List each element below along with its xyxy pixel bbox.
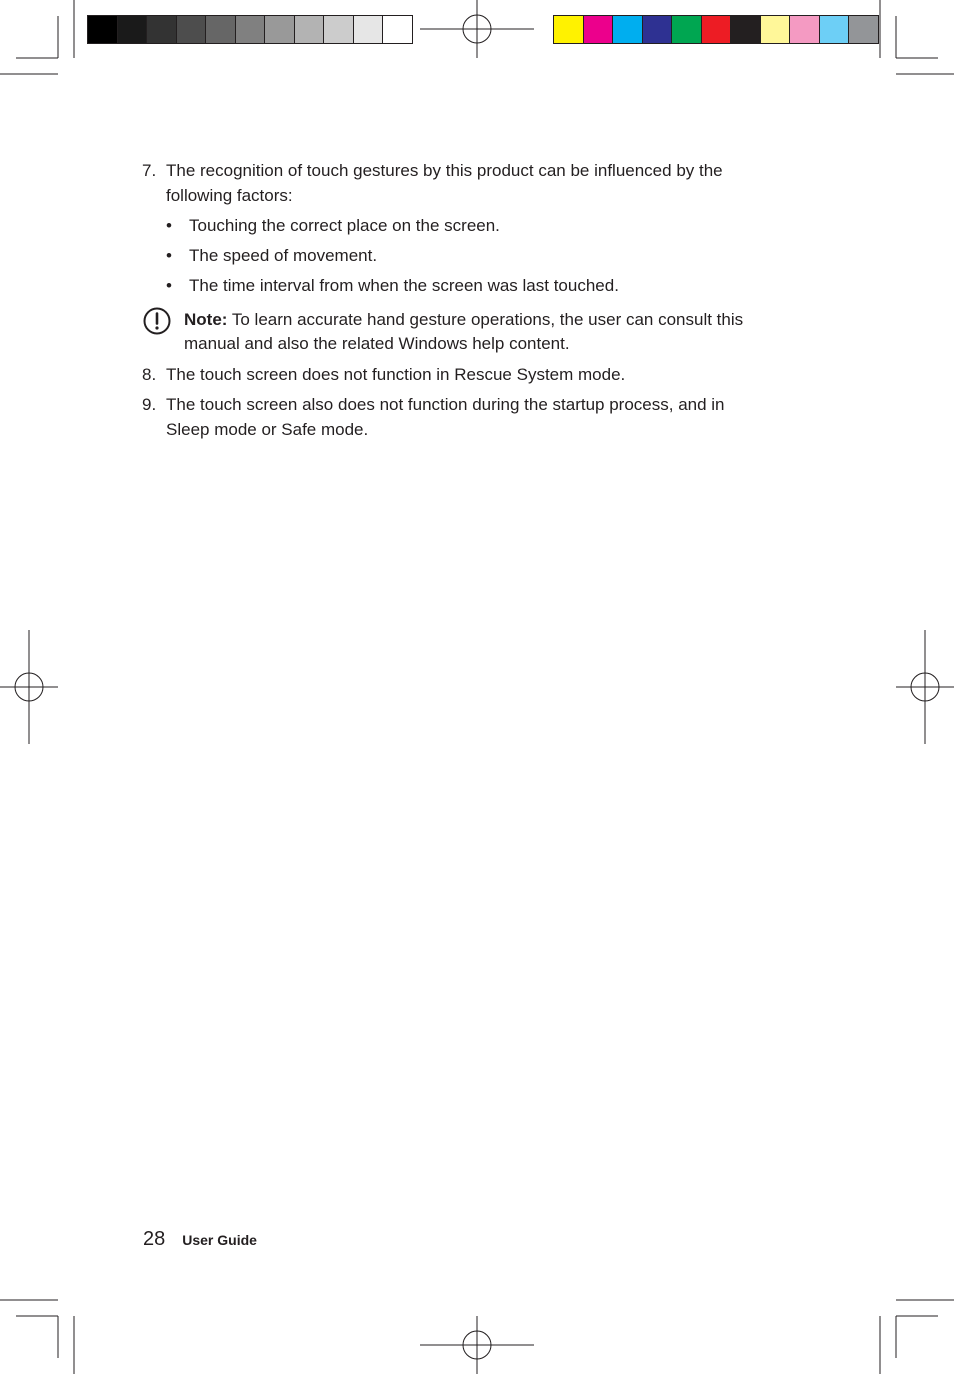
color-swatch xyxy=(789,16,819,43)
color-swatch xyxy=(264,16,294,43)
note-label: Note: xyxy=(184,310,228,329)
color-swatch xyxy=(146,16,176,43)
note-block xyxy=(142,308,802,356)
color-swatch xyxy=(730,16,760,43)
list-number: 8. xyxy=(142,365,157,384)
list-item-7 xyxy=(142,158,802,208)
page-footer xyxy=(143,1228,257,1251)
color-swatch xyxy=(353,16,383,43)
bullet-item: • The speed of movement. xyxy=(166,243,802,268)
list-item-9 xyxy=(142,392,802,442)
color-swatch xyxy=(848,16,878,43)
bullet-icon: • xyxy=(166,246,172,265)
grayscale-color-bar xyxy=(87,15,413,44)
list-text: The touch screen also does not function during the startup process, and in Sleep mode or Safe mode. xyxy=(166,395,725,439)
list-text: The touch screen does not function in Rescue System mode. xyxy=(166,365,626,384)
list-number: 7. xyxy=(142,161,157,180)
note-text: Note: To learn accurate hand gesture operations, the user can consult this manual and also the related Windows help content. xyxy=(184,310,744,353)
color-swatch xyxy=(760,16,790,43)
color-swatch xyxy=(642,16,672,43)
color-swatch xyxy=(701,16,731,43)
color-swatch xyxy=(323,16,353,43)
bullet-icon: • xyxy=(166,276,172,295)
color-swatch xyxy=(176,16,206,43)
color-swatch xyxy=(819,16,849,43)
list-item-8 xyxy=(142,362,802,387)
color-swatch xyxy=(671,16,701,43)
page-number: 28 xyxy=(143,1228,166,1250)
color-swatch xyxy=(382,16,412,43)
bullet-item: • The time interval from when the screen was last touched. xyxy=(166,273,802,298)
color-swatch xyxy=(235,16,265,43)
document-title: User Guide xyxy=(182,1232,257,1248)
list-text: The recognition of touch gestures by this product can be influenced by the following factors: xyxy=(166,161,723,205)
bullet-list xyxy=(166,213,802,298)
page-content xyxy=(142,158,802,447)
bullet-item: • Touching the correct place on the screen. xyxy=(166,213,802,238)
color-swatch xyxy=(583,16,613,43)
color-swatch xyxy=(88,16,117,43)
color-swatch xyxy=(205,16,235,43)
exclamation-circle-icon xyxy=(142,308,184,356)
color-swatch xyxy=(612,16,642,43)
color-swatch xyxy=(294,16,324,43)
color-swatch xyxy=(117,16,147,43)
list-number: 9. xyxy=(142,395,157,414)
color-swatch xyxy=(554,16,583,43)
bullet-icon: • xyxy=(166,216,172,235)
process-color-bar xyxy=(553,15,879,44)
